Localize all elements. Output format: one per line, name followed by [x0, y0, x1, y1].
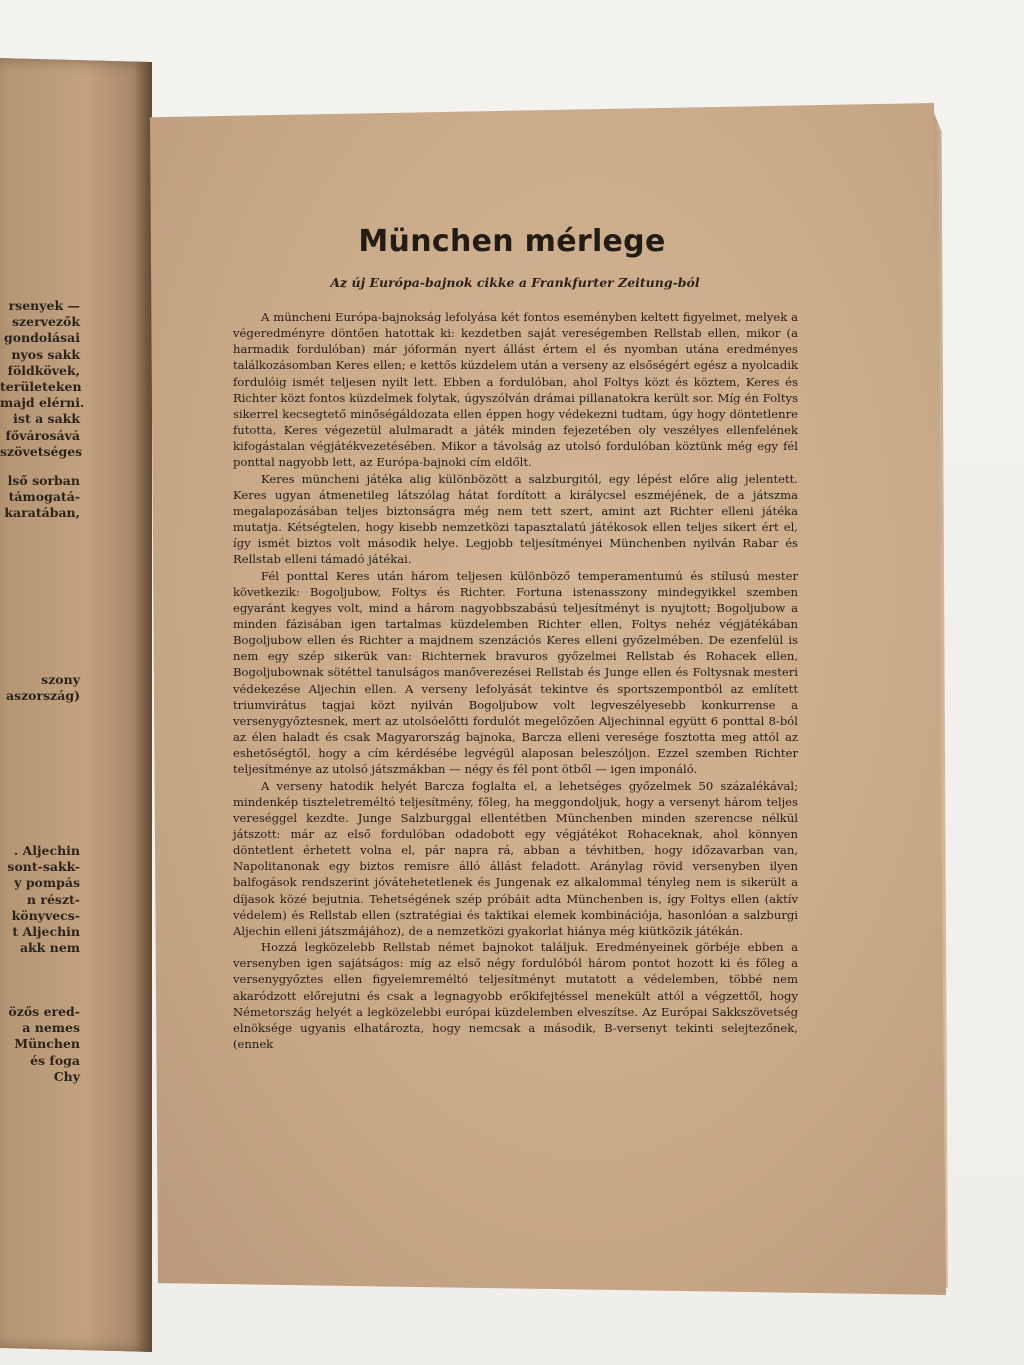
left-page-line: . Aljechin [13, 843, 80, 858]
left-page-line: rsenyek — [8, 298, 80, 313]
left-page-line: szövetséges [0, 443, 83, 459]
left-page-line: ist a sakk [13, 411, 80, 427]
paragraph-1: A müncheni Európa-bajnokság lefolyása két fontos eseményben keltett figyelmet, melyek a végeredményre döntően hatottak ki: kezdetben saját vereségemben Rellstab ellen, mikor (a harmadik fordulóban) már jóformán nyert állást értem el és nyomban utána eredményes találkozásomban Keres ellen; e kettős küzdelem után a verseny az elsőségért egész a nyolcadik fordulóig ismét teljesen nyilt lett. Ebben a fordulóban, ahol Foltys közt és köztem, Keres és Richter közt fontos küzdelmek folytak, úgyszólván drámai pillanatokra került sor. Míg én Foltys sikerrel kecsegtető minőségáldozata ellen éppen hogy védekezni tudtam, úgy hogy döntetlenre futotta, Keres végezetül alulmaradt a játék minden fejezetében oly veszélyes ellenfelének kifogástalan végjátékvezetésében. Mikor a távolság az utolsó fordulóban köztünk még egy fél ponttal nagyobb lett, az Európa-bajnoki cím eldőlt. [233, 310, 798, 470]
left-page-line: aszország) [5, 688, 80, 704]
paragraph-4: A verseny hatodik helyét Barcza foglalta el, a lehetséges győzelmek 50 százalékával; mindenkép tiszteletreméltó teljesítmény, főleg, ha meggondoljuk, hogy a versenyt három teljes vereséggel kezdte. Junge Salzburggal ellentétben Münchenben minden szerencse nélkül játszott: már az első fordulóban odadobott egy végjátékot Rohaceknak, ahol könnyen döntetlent érhetett volna el, pár napra rá, abban a tévhitben, hogy időzavarban van, Napolitanonak egy biztos remisre álló állást feladott. Aránylag rövid versenyben ilyen balfogások rendszerint jóvátehetetlenek és Jungenak ez alkalommal tényleg nem is sikerült a díjasok közé bejutnia. Tehetségének szép próbáit adta Münchenben is, így Foltys ellen (aktív védelem) és Rellstab ellen (sztratégiai és taktikai elemek kombinációja, hasonlóan a salzburgi Aljechin elleni játszmájához), de a nemzetközi gyakorlat hiánya még kiütközik játékán. [233, 778, 798, 938]
paragraph-5: Hozzá legközelebb Rellstab német bajnokot találjuk. Eredményeinek görbéje ebben a versenyben igen sajátságos: míg az első négy fordulóból három pontot hozott ki és főleg a versenygyőztes ellen figyelemreméltó teljesítményt mutatott a védelemben, többé nem akaródzott előrejutni és csak a legnagyobb erőkifejtéssel menekült attól a végzettől, hogy Németország helyét a legközelebbi európai küzdelemben elveszítse. Az Európai Sakkszövetség elnöksége ugyanis elhatározta, hogy nemcsak a második, B-versenyt tekinti selejtezőnek, (ennek [233, 940, 798, 1052]
left-page-line: és foga [30, 1052, 80, 1068]
left-page-text-block-5 [0, 1004, 80, 1085]
left-page-text-block-1 [0, 298, 85, 460]
article-title: München mérlege [358, 224, 666, 259]
left-page-line: München [14, 1036, 80, 1052]
paragraph-3: Fél ponttal Keres után három teljesen különböző temperamentumú és stílusú mester következik: Bogoljubow, Foltys és Richter. Fortuna istenasszony mindegyikkel szemben egyaránt kegyes volt, mind a három nagyobbszabású teljesítményt is nyujtott; Bogoljubow a minden fázisában igen tartalmas küzdelemben Richter ellen, Foltys nehéz végjátékában Bogoljubow ellen és Richter a majdnem szenzációs Keres elleni győzelmében. De ezenfelül is nem egy szép sikerük van: Richternek bravuros győzelmei Rellstab és Rohacek ellen, Bogoljubownak sötéttel tanulságos manőverezései Rellstab és Junge ellen és Foltysnak mesteri védekezése Aljechin ellen. A verseny lefolyását tekintve és sportszempontból az említett triumvirátus tagjai közt nyilván Bogoljubow volt legveszélyesebb konkurrense a versenygyőztesnek, mert az utolsóelőtti fordulót megelőzően Aljechinnal együtt 6 ponttal 8-ból az élen haladt és csak Magyarország bajnoka, Barcza elleni veresége fosztotta meg attól az eshetőségtől, hogy a cím kérdésébe legvégül alaposan beleszóljon. Ezzel szemben Richter teljesítménye az utolsó játszmákban — négy és fél pont ötből — igen imponáló. [233, 568, 798, 777]
left-page-line: Chy [53, 1068, 80, 1084]
left-page-line: földkövek, [7, 362, 80, 378]
left-page-line: szony [41, 672, 80, 687]
left-page-line: lső sorban [7, 473, 80, 488]
left-page-line: támogatá- [8, 489, 80, 505]
left-page-line: majd elérni. [0, 395, 85, 411]
left-page-line: nyos sakk [11, 346, 80, 362]
left-page-text-block-3 [0, 672, 80, 704]
left-page-line: y pompás [14, 875, 80, 891]
article-subtitle: Az új Európa-bajnok cikke a Frankfurter Zeitung-ból [330, 275, 700, 290]
left-page-line: területeken [0, 379, 82, 395]
left-page-text-block-4 [0, 843, 80, 956]
left-page-line: t Aljechin [12, 924, 80, 940]
left-page-line: özős ered- [8, 1004, 80, 1019]
left-page-line: könyvecs- [11, 907, 80, 923]
left-page-line: karatában, [4, 505, 80, 521]
left-page-line: fővárosává [5, 427, 80, 443]
paragraph-2: Keres müncheni játéka alig különbözött a salzburgitól, egy lépést előre alig jelentett. Keres ugyan átmenetileg látszólag hátat fordított a királycsel eszméjének, de a játszma megalapozásában teljes biztonságra még nem tett szert, amint azt Richter elleni játéka mutatja. Kétségtelen, hogy kisebb nemzetközi tapasztalatú játékosok ellen teljes sikert ért el, így ismét biztos volt második helye. Legjobb teljesítményei Münchenben nyilván Rabar és Rellstab elleni támadó játékai. [233, 471, 798, 567]
left-page-text-block-2 [0, 473, 80, 522]
left-page-line: a nemes [22, 1020, 80, 1036]
left-page-line: akk nem [19, 940, 80, 956]
article-body [233, 309, 798, 1052]
left-page-line: szervezők [12, 314, 80, 330]
left-page-line: n részt- [26, 891, 80, 907]
left-page-line: sont-sakk- [7, 859, 80, 875]
left-page-line: gondolásai [4, 330, 80, 346]
